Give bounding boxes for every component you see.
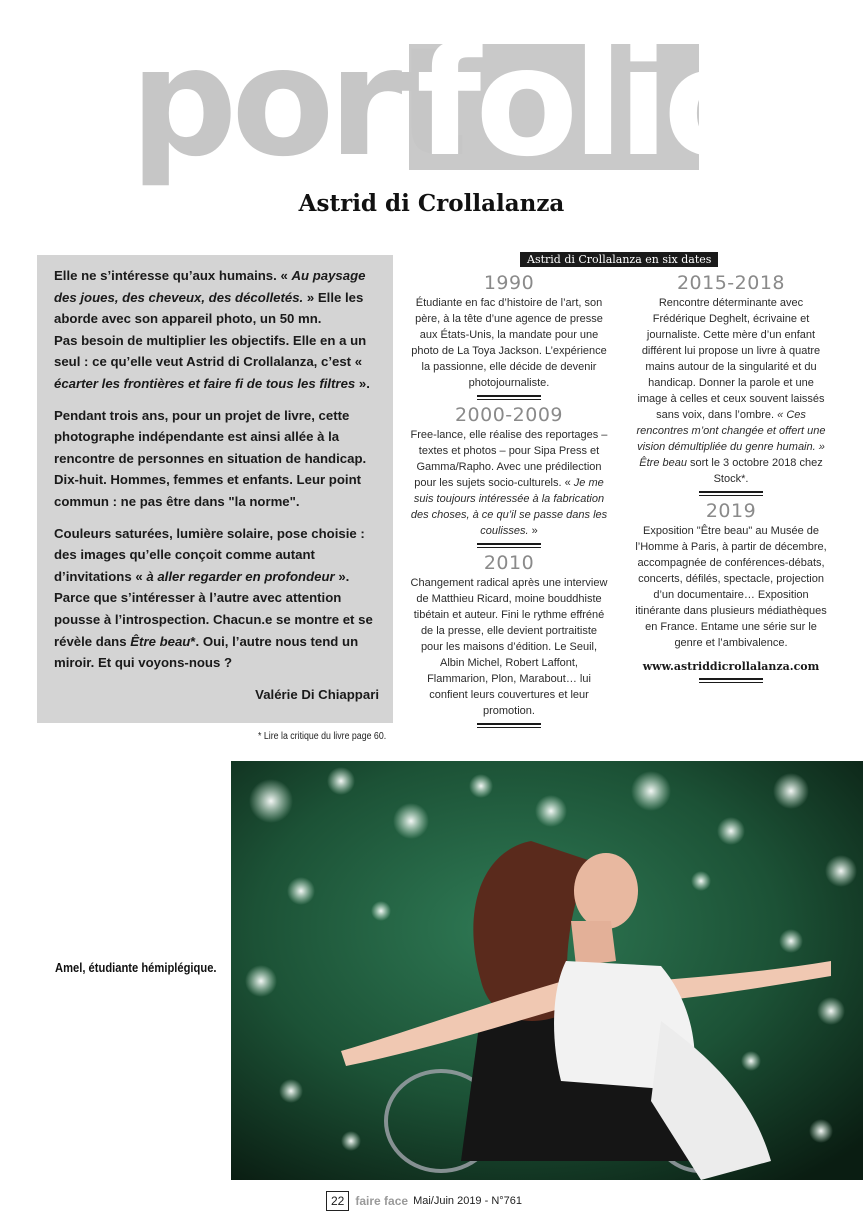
page-number: 22 <box>326 1191 349 1211</box>
entry-text: Changement radical après une interview de Matthieu Ricard, moine bouddhiste tibétain et auteur. Fini le rythme effréné de la presse, elle devient portraitiste pour les maisons d’édition. Le Seuil, Albin Michel, Robert Laffont, Flammarion, Plon, Marabout… lui confient leurs couvertures et leur promotion. <box>410 577 608 717</box>
divider <box>477 395 541 400</box>
timeline-column-left <box>410 272 608 732</box>
photo-caption: Amel, étudiante hémiplégique. <box>55 960 217 975</box>
timeline-entry-2010 <box>410 552 608 719</box>
entry-text: Étudiante en fac d’histoire de l’art, son père, à la tête d’une agence de presse aux États-Unis, la mandate pour une photo de La Toya Jackson. L’expérience la passionne, elle décide de devenir photojournaliste. <box>411 297 607 389</box>
intro-paragraph-3: Couleurs saturées, lumière solaire, pose choisie : des images qu’elle conçoit comme autant d’invitations « à aller regarder en profondeur ». Parce que s’intéresser à l’autre avec attention pousse à l’introspection. Chacun.e se montre et se révèle dans Être beau*. Oui, l’autre nous tend un miroir. Et qui voyons-nous ? <box>54 525 373 671</box>
divider <box>699 678 763 683</box>
entry-text: Free-lance, elle réalise des reportages – textes et photos – pour Sipa Press et Gamma/Rapho. Avec une prédilection pour les sujets socio-culturels. « Je me suis toujours intéressée à la fabrication des choses, à ce qu’il se passe dans les coulisses. » <box>410 429 608 537</box>
title-part-port: port <box>130 16 463 190</box>
photo-illustration <box>231 761 863 1180</box>
timeline-entry-1990 <box>410 272 608 391</box>
portrait-photo <box>231 761 863 1180</box>
magazine-section-title <box>130 16 761 190</box>
page-footer <box>326 1190 522 1212</box>
divider <box>477 543 541 548</box>
entry-text: Rencontre déterminante avec Frédérique Deghelt, écrivaine et journaliste. Cette mère d’un enfant différent lui propose un livre à quatre mains autour de la singularité et du handicap. Donner la parole et une image à celles et ceux souvent laissés sans voix, dans l’ombre. « Ces rencontres m’ont changée et offert une vision démultipliée du genre humain. » Être beau sort le 3 octobre 2018 chez Stock*. <box>636 297 826 485</box>
timeline-column-right <box>632 272 830 687</box>
entry-text: Exposition "Être beau" au Musée de l’Homme à Paris, à partir de décembre, accompagnée de conférences-débats, concerts, défilés, spectacle, projection d’un documentaire… Exposition itinérante dans plusieurs médiathèques en France. Entame une série sur le genre et l’ambivalence. <box>635 525 827 649</box>
intro-text-box <box>37 255 393 723</box>
magazine-brand: faire face <box>355 1194 409 1208</box>
title-part-folio: folio <box>416 16 761 190</box>
timeline-heading: Astrid di Crollalanza en six dates <box>520 252 718 267</box>
article-signature: Valérie Di Chiappari <box>255 686 379 702</box>
timeline-entry-2000-2009 <box>410 404 608 539</box>
footnote: * Lire la critique du livre page 60. <box>258 731 387 742</box>
intro-paragraph-2: Pendant trois ans, pour un projet de livre, cette photographe indépendante est ainsi allée à la rencontre de personnes en situation de handicap. Dix-huit. Hommes, femmes et enfants. Leur point commun : ne pas être dans "la norme". <box>54 407 367 509</box>
intro-paragraph-1: Elle ne s’intéresse qu’aux humains. « Au paysage des joues, des cheveux, des décolletés. » Elle les aborde avec son appareil photo, un 50 mn. Pas besoin de multiplier les objectifs. Elle en a un seul : ce qu’elle veut Astrid di Crollalanza, c’est « écarter les frontières et faire fi de tous les filtres ». <box>54 268 370 391</box>
website-link[interactable]: www.astriddicrollalanza.com <box>642 660 820 673</box>
year-label: 2015-2018 <box>676 272 786 294</box>
issue-info: Mai/Juin 2019 - N°761 <box>413 1195 523 1207</box>
year-label: 2019 <box>705 500 757 522</box>
year-label: 2010 <box>483 552 535 574</box>
timeline-entry-2015-2018 <box>632 272 830 487</box>
year-label: 2000-2009 <box>454 404 564 426</box>
divider <box>477 723 541 728</box>
timeline-entry-2019 <box>632 500 830 651</box>
divider <box>699 491 763 496</box>
year-label: 1990 <box>483 272 535 294</box>
article-author-heading: Astrid di Crollalanza <box>298 190 565 217</box>
